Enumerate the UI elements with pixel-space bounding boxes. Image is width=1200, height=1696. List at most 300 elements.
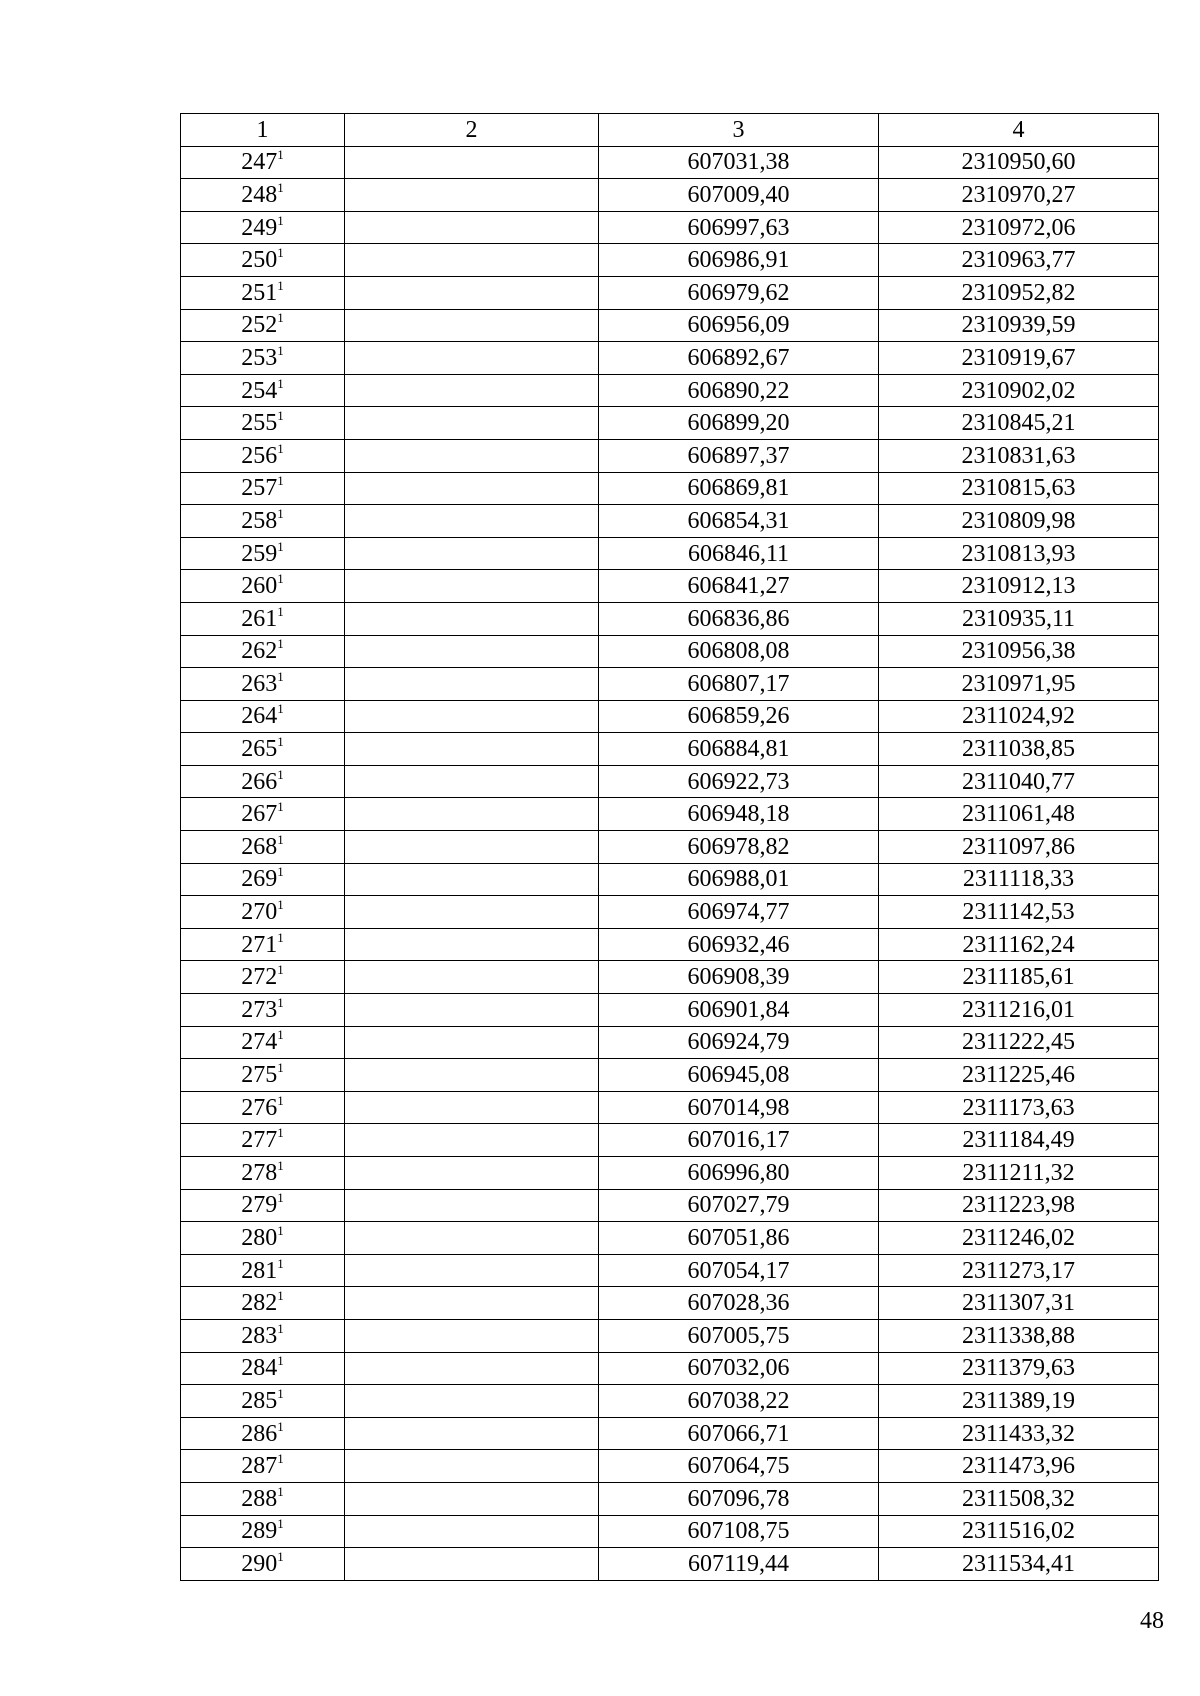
point-number-cell	[181, 1319, 345, 1352]
point-superscript: 1	[277, 212, 284, 228]
point-superscript: 1	[277, 1320, 284, 1336]
point-number: 289	[241, 1518, 278, 1545]
name-cell	[345, 1091, 599, 1124]
y-coordinate-cell: 2311516,02	[879, 1515, 1159, 1548]
y-coordinate-cell: 2311162,24	[879, 928, 1159, 961]
name-cell	[345, 146, 599, 179]
name-cell	[345, 1026, 599, 1059]
name-cell	[345, 765, 599, 798]
name-cell	[345, 439, 599, 472]
point-number-cell	[181, 700, 345, 733]
point-number-cell	[181, 1026, 345, 1059]
x-coordinate-cell: 607096,78	[599, 1482, 879, 1515]
x-coordinate-cell: 606901,84	[599, 994, 879, 1027]
table-row	[181, 374, 1159, 407]
y-coordinate-cell: 2311389,19	[879, 1385, 1159, 1418]
point-number: 256	[241, 442, 278, 469]
point-number-cell	[181, 863, 345, 896]
point-number-cell	[181, 896, 345, 929]
table-row	[181, 1124, 1159, 1157]
point-superscript: 1	[277, 571, 284, 587]
x-coordinate-cell: 607051,86	[599, 1222, 879, 1255]
point-number: 248	[241, 181, 278, 208]
coordinates-table	[180, 113, 1159, 1581]
point-number: 265	[241, 736, 278, 763]
y-coordinate-cell: 2311040,77	[879, 765, 1159, 798]
point-number: 267	[241, 801, 278, 828]
point-superscript: 1	[277, 994, 284, 1010]
y-coordinate-cell: 2311024,92	[879, 700, 1159, 733]
point-number-cell	[181, 407, 345, 440]
point-number: 251	[241, 279, 278, 306]
y-coordinate-cell: 2311246,02	[879, 1222, 1159, 1255]
x-coordinate-cell: 606884,81	[599, 733, 879, 766]
name-cell	[345, 1319, 599, 1352]
point-superscript: 1	[277, 245, 284, 261]
point-number: 260	[241, 573, 278, 600]
name-cell	[345, 505, 599, 538]
x-coordinate-cell: 606974,77	[599, 896, 879, 929]
point-number: 290	[241, 1550, 278, 1577]
y-coordinate-cell: 2311097,86	[879, 831, 1159, 864]
name-cell	[345, 798, 599, 831]
y-coordinate-cell: 2310809,98	[879, 505, 1159, 538]
y-coordinate-cell: 2311118,33	[879, 863, 1159, 896]
point-number-cell	[181, 1189, 345, 1222]
name-cell	[345, 831, 599, 864]
table-row	[181, 994, 1159, 1027]
point-number-cell	[181, 244, 345, 277]
point-number: 286	[241, 1420, 278, 1447]
point-number-cell	[181, 1059, 345, 1092]
y-coordinate-cell: 2310831,63	[879, 439, 1159, 472]
table-row	[181, 1091, 1159, 1124]
column-header-4: 4	[879, 114, 1159, 147]
name-cell	[345, 961, 599, 994]
table-row	[181, 1222, 1159, 1255]
y-coordinate-cell: 2311184,49	[879, 1124, 1159, 1157]
name-cell	[345, 928, 599, 961]
point-number-cell	[181, 1352, 345, 1385]
point-number: 281	[241, 1257, 278, 1284]
table-row	[181, 1287, 1159, 1320]
name-cell	[345, 472, 599, 505]
name-cell	[345, 1515, 599, 1548]
x-coordinate-cell: 606897,37	[599, 439, 879, 472]
point-superscript: 1	[277, 636, 284, 652]
name-cell	[345, 342, 599, 375]
point-superscript: 1	[277, 473, 284, 489]
x-coordinate-cell: 607016,17	[599, 1124, 879, 1157]
point-number-cell	[181, 374, 345, 407]
table-header-row	[181, 114, 1159, 147]
point-number-cell	[181, 765, 345, 798]
x-coordinate-cell: 606890,22	[599, 374, 879, 407]
point-number: 262	[241, 638, 278, 665]
y-coordinate-cell: 2311173,63	[879, 1091, 1159, 1124]
table-row	[181, 244, 1159, 277]
point-number: 285	[241, 1387, 278, 1414]
point-superscript: 1	[277, 342, 284, 358]
point-superscript: 1	[277, 1255, 284, 1271]
x-coordinate-cell: 606956,09	[599, 309, 879, 342]
y-coordinate-cell: 2311379,63	[879, 1352, 1159, 1385]
point-number: 283	[241, 1322, 278, 1349]
point-superscript: 1	[277, 799, 284, 815]
point-superscript: 1	[277, 1483, 284, 1499]
table-row	[181, 896, 1159, 929]
point-number: 280	[241, 1224, 278, 1251]
y-coordinate-cell: 2311338,88	[879, 1319, 1159, 1352]
point-number-cell	[181, 211, 345, 244]
table-row	[181, 309, 1159, 342]
y-coordinate-cell: 2310950,60	[879, 146, 1159, 179]
point-number-cell	[181, 146, 345, 179]
point-number-cell	[181, 1287, 345, 1320]
point-superscript: 1	[277, 897, 284, 913]
point-number: 287	[241, 1453, 278, 1480]
x-coordinate-cell: 607031,38	[599, 146, 879, 179]
y-coordinate-cell: 2310845,21	[879, 407, 1159, 440]
name-cell	[345, 668, 599, 701]
y-coordinate-cell: 2311142,53	[879, 896, 1159, 929]
name-cell	[345, 1352, 599, 1385]
column-header-1: 1	[181, 114, 345, 147]
table-row	[181, 700, 1159, 733]
point-number: 272	[241, 964, 278, 991]
x-coordinate-cell: 606899,20	[599, 407, 879, 440]
point-superscript: 1	[277, 440, 284, 456]
name-cell	[345, 1059, 599, 1092]
point-superscript: 1	[277, 766, 284, 782]
point-number-cell	[181, 1222, 345, 1255]
x-coordinate-cell: 606978,82	[599, 831, 879, 864]
point-superscript: 1	[277, 505, 284, 521]
point-number: 261	[241, 605, 278, 632]
x-coordinate-cell: 607009,40	[599, 179, 879, 212]
y-coordinate-cell: 2310935,11	[879, 602, 1159, 635]
name-cell	[345, 276, 599, 309]
point-number-cell	[181, 1417, 345, 1450]
point-superscript: 1	[277, 1451, 284, 1467]
point-number-cell	[181, 537, 345, 570]
x-coordinate-cell: 606807,17	[599, 668, 879, 701]
point-superscript: 1	[277, 831, 284, 847]
table-row	[181, 211, 1159, 244]
y-coordinate-cell: 2311307,31	[879, 1287, 1159, 1320]
point-superscript: 1	[277, 603, 284, 619]
table-row	[181, 276, 1159, 309]
point-number: 252	[241, 312, 278, 339]
point-superscript: 1	[277, 1125, 284, 1141]
point-number: 271	[241, 931, 278, 958]
point-number: 253	[241, 344, 278, 371]
point-superscript: 1	[277, 1157, 284, 1173]
table-row	[181, 1254, 1159, 1287]
x-coordinate-cell: 607108,75	[599, 1515, 879, 1548]
x-coordinate-cell: 606924,79	[599, 1026, 879, 1059]
table-row	[181, 668, 1159, 701]
point-number: 284	[241, 1355, 278, 1382]
point-superscript: 1	[277, 538, 284, 554]
point-superscript: 1	[277, 668, 284, 684]
point-superscript: 1	[277, 408, 284, 424]
y-coordinate-cell: 2310939,59	[879, 309, 1159, 342]
name-cell	[345, 1385, 599, 1418]
point-number: 247	[241, 149, 278, 176]
page-number: 48	[1140, 1608, 1164, 1634]
table-row	[181, 831, 1159, 864]
name-cell	[345, 863, 599, 896]
table-row	[181, 1352, 1159, 1385]
column-header-3: 3	[599, 114, 879, 147]
point-number: 249	[241, 214, 278, 241]
x-coordinate-cell: 607005,75	[599, 1319, 879, 1352]
name-cell	[345, 374, 599, 407]
name-cell	[345, 179, 599, 212]
y-coordinate-cell: 2311273,17	[879, 1254, 1159, 1287]
point-number: 255	[241, 410, 278, 437]
point-number-cell	[181, 179, 345, 212]
point-superscript: 1	[277, 864, 284, 880]
point-number-cell	[181, 1450, 345, 1483]
table-row	[181, 1059, 1159, 1092]
x-coordinate-cell: 606908,39	[599, 961, 879, 994]
table-row	[181, 1189, 1159, 1222]
point-number: 275	[241, 1062, 278, 1089]
table-row	[181, 1548, 1159, 1581]
point-number: 259	[241, 540, 278, 567]
point-number-cell	[181, 472, 345, 505]
y-coordinate-cell: 2310971,95	[879, 668, 1159, 701]
name-cell	[345, 1124, 599, 1157]
y-coordinate-cell: 2310912,13	[879, 570, 1159, 603]
x-coordinate-cell: 606859,26	[599, 700, 879, 733]
point-number-cell	[181, 1548, 345, 1581]
point-number: 258	[241, 507, 278, 534]
y-coordinate-cell: 2310970,27	[879, 179, 1159, 212]
x-coordinate-cell: 606997,63	[599, 211, 879, 244]
x-coordinate-cell: 606988,01	[599, 863, 879, 896]
point-number-cell	[181, 342, 345, 375]
x-coordinate-cell: 607064,75	[599, 1450, 879, 1483]
point-number-cell	[181, 1157, 345, 1190]
table-row	[181, 570, 1159, 603]
point-superscript: 1	[277, 277, 284, 293]
point-number-cell	[181, 439, 345, 472]
name-cell	[345, 1548, 599, 1581]
y-coordinate-cell: 2311216,01	[879, 994, 1159, 1027]
x-coordinate-cell: 606979,62	[599, 276, 879, 309]
x-coordinate-cell: 607066,71	[599, 1417, 879, 1450]
table-row	[181, 1319, 1159, 1352]
point-number-cell	[181, 1515, 345, 1548]
table-row	[181, 472, 1159, 505]
x-coordinate-cell: 606922,73	[599, 765, 879, 798]
name-cell	[345, 244, 599, 277]
point-superscript: 1	[277, 1385, 284, 1401]
x-coordinate-cell: 606869,81	[599, 472, 879, 505]
point-number: 278	[241, 1159, 278, 1186]
point-number: 269	[241, 866, 278, 893]
name-cell	[345, 211, 599, 244]
point-number: 268	[241, 833, 278, 860]
y-coordinate-cell: 2310815,63	[879, 472, 1159, 505]
table-row	[181, 602, 1159, 635]
y-coordinate-cell: 2310902,02	[879, 374, 1159, 407]
point-number-cell	[181, 961, 345, 994]
point-superscript: 1	[277, 1190, 284, 1206]
x-coordinate-cell: 606854,31	[599, 505, 879, 538]
point-superscript: 1	[277, 1516, 284, 1532]
name-cell	[345, 407, 599, 440]
y-coordinate-cell: 2310952,82	[879, 276, 1159, 309]
point-number: 263	[241, 670, 278, 697]
y-coordinate-cell: 2311433,32	[879, 1417, 1159, 1450]
point-superscript: 1	[277, 734, 284, 750]
point-number-cell	[181, 994, 345, 1027]
y-coordinate-cell: 2311473,96	[879, 1450, 1159, 1483]
table-row	[181, 179, 1159, 212]
point-superscript: 1	[277, 1288, 284, 1304]
point-number-cell	[181, 276, 345, 309]
y-coordinate-cell: 2311038,85	[879, 733, 1159, 766]
point-superscript: 1	[277, 310, 284, 326]
point-number-cell	[181, 798, 345, 831]
x-coordinate-cell: 607119,44	[599, 1548, 879, 1581]
point-number: 279	[241, 1192, 278, 1219]
x-coordinate-cell: 606836,86	[599, 602, 879, 635]
point-number: 277	[241, 1127, 278, 1154]
y-coordinate-cell: 2310813,93	[879, 537, 1159, 570]
x-coordinate-cell: 606986,91	[599, 244, 879, 277]
point-superscript: 1	[277, 1060, 284, 1076]
table-row	[181, 961, 1159, 994]
x-coordinate-cell: 607028,36	[599, 1287, 879, 1320]
table-row	[181, 928, 1159, 961]
table-row	[181, 733, 1159, 766]
point-superscript: 1	[277, 147, 284, 163]
y-coordinate-cell: 2311534,41	[879, 1548, 1159, 1581]
y-coordinate-cell: 2311225,46	[879, 1059, 1159, 1092]
point-number-cell	[181, 831, 345, 864]
point-number: 250	[241, 247, 278, 274]
table-row	[181, 765, 1159, 798]
point-number: 276	[241, 1094, 278, 1121]
point-number: 254	[241, 377, 278, 404]
y-coordinate-cell: 2311223,98	[879, 1189, 1159, 1222]
point-number-cell	[181, 602, 345, 635]
y-coordinate-cell: 2310919,67	[879, 342, 1159, 375]
point-number: 257	[241, 475, 278, 502]
y-coordinate-cell: 2310963,77	[879, 244, 1159, 277]
table-row	[181, 863, 1159, 896]
y-coordinate-cell: 2311222,45	[879, 1026, 1159, 1059]
table-body	[181, 146, 1159, 1580]
point-number-cell	[181, 1254, 345, 1287]
table-row	[181, 407, 1159, 440]
point-number: 270	[241, 899, 278, 926]
point-superscript: 1	[277, 179, 284, 195]
point-number-cell	[181, 1124, 345, 1157]
name-cell	[345, 1417, 599, 1450]
point-number-cell	[181, 1385, 345, 1418]
name-cell	[345, 1189, 599, 1222]
table-row	[181, 537, 1159, 570]
name-cell	[345, 635, 599, 668]
name-cell	[345, 1482, 599, 1515]
name-cell	[345, 733, 599, 766]
point-number: 273	[241, 996, 278, 1023]
y-coordinate-cell: 2310956,38	[879, 635, 1159, 668]
x-coordinate-cell: 606892,67	[599, 342, 879, 375]
table-row	[181, 798, 1159, 831]
point-superscript: 1	[277, 1418, 284, 1434]
y-coordinate-cell: 2311508,32	[879, 1482, 1159, 1515]
name-cell	[345, 309, 599, 342]
x-coordinate-cell: 606808,08	[599, 635, 879, 668]
name-cell	[345, 1254, 599, 1287]
name-cell	[345, 1222, 599, 1255]
point-number: 266	[241, 768, 278, 795]
name-cell	[345, 602, 599, 635]
x-coordinate-cell: 607027,79	[599, 1189, 879, 1222]
table-row	[181, 1515, 1159, 1548]
point-number-cell	[181, 668, 345, 701]
point-superscript: 1	[277, 1222, 284, 1238]
table-row	[181, 1157, 1159, 1190]
x-coordinate-cell: 607038,22	[599, 1385, 879, 1418]
point-superscript: 1	[277, 375, 284, 391]
x-coordinate-cell: 607014,98	[599, 1091, 879, 1124]
x-coordinate-cell: 606932,46	[599, 928, 879, 961]
x-coordinate-cell: 607032,06	[599, 1352, 879, 1385]
table-row	[181, 1385, 1159, 1418]
x-coordinate-cell: 606948,18	[599, 798, 879, 831]
point-number-cell	[181, 1091, 345, 1124]
point-superscript: 1	[277, 929, 284, 945]
table-row	[181, 146, 1159, 179]
y-coordinate-cell: 2311211,32	[879, 1157, 1159, 1190]
x-coordinate-cell: 606841,27	[599, 570, 879, 603]
x-coordinate-cell: 606945,08	[599, 1059, 879, 1092]
name-cell	[345, 700, 599, 733]
point-superscript: 1	[277, 1092, 284, 1108]
x-coordinate-cell: 607054,17	[599, 1254, 879, 1287]
x-coordinate-cell: 606996,80	[599, 1157, 879, 1190]
point-superscript: 1	[277, 1027, 284, 1043]
point-superscript: 1	[277, 1353, 284, 1369]
name-cell	[345, 1450, 599, 1483]
table-row	[181, 1026, 1159, 1059]
point-number: 264	[241, 703, 278, 730]
table-row	[181, 342, 1159, 375]
name-cell	[345, 1157, 599, 1190]
table-row	[181, 505, 1159, 538]
point-superscript: 1	[277, 962, 284, 978]
table-row	[181, 1482, 1159, 1515]
name-cell	[345, 994, 599, 1027]
name-cell	[345, 896, 599, 929]
y-coordinate-cell: 2311061,48	[879, 798, 1159, 831]
point-number: 274	[241, 1029, 278, 1056]
name-cell	[345, 537, 599, 570]
table-row	[181, 1417, 1159, 1450]
point-number: 282	[241, 1290, 278, 1317]
point-superscript: 1	[277, 1548, 284, 1564]
table-row	[181, 439, 1159, 472]
y-coordinate-cell: 2310972,06	[879, 211, 1159, 244]
